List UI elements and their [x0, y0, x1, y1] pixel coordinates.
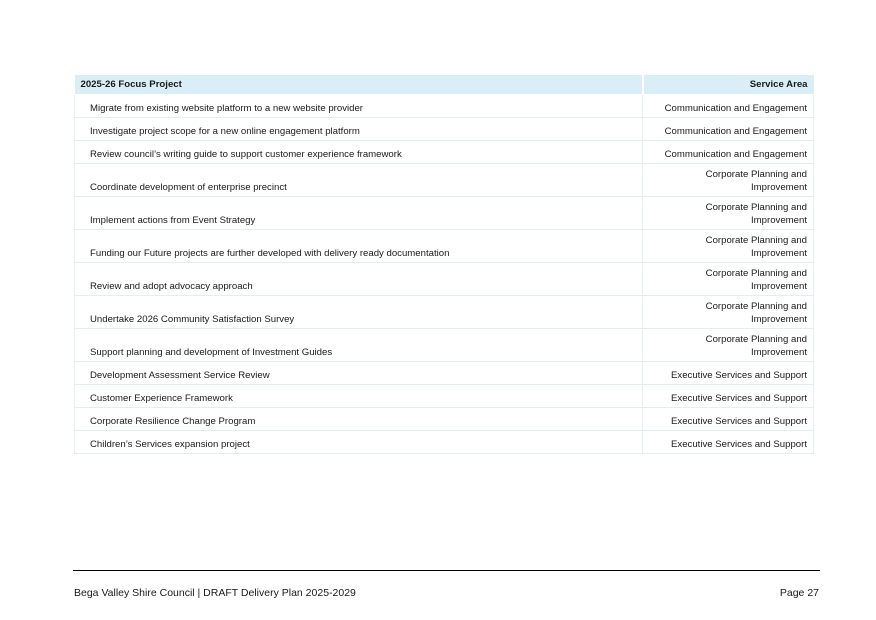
service-area-cell: Communication and Engagement: [643, 95, 814, 118]
project-cell: Review and adopt advocacy approach: [75, 263, 643, 296]
service-area-line-2: Improvement: [751, 247, 807, 259]
project-cell: Development Assessment Service Review: [75, 362, 643, 385]
table-row: [75, 408, 814, 431]
service-area-line-2: Improvement: [751, 313, 807, 325]
service-area-line-1: Corporate Planning and: [705, 202, 807, 213]
focus-projects-table: [74, 75, 814, 454]
table-row: [75, 329, 814, 362]
service-area-line-1: Corporate Planning and: [705, 301, 807, 312]
service-area-cell: [643, 296, 814, 329]
project-cell: Implement actions from Event Strategy: [75, 197, 643, 230]
header-focus-project: 2025-26 Focus Project: [75, 75, 643, 95]
service-area-line-1: Corporate Planning and: [705, 235, 807, 246]
table-row: [75, 118, 814, 141]
project-cell: Undertake 2026 Community Satisfaction Survey: [75, 296, 643, 329]
table-row: [75, 431, 814, 454]
footer-divider: [73, 570, 820, 571]
service-area-line-2: Improvement: [751, 346, 807, 358]
service-area-line-1: Corporate Planning and: [705, 169, 807, 180]
service-area-cell: [643, 230, 814, 263]
table-row: [75, 362, 814, 385]
table-row: [75, 230, 814, 263]
service-area-cell: [643, 164, 814, 197]
table-row: [75, 296, 814, 329]
project-cell: Review council’s writing guide to support customer experience framework: [75, 141, 643, 164]
footer-document-title: Bega Valley Shire Council | DRAFT Delivery Plan 2025-2029: [74, 587, 356, 599]
service-area-cell: Executive Services and Support: [643, 385, 814, 408]
table-row: [75, 263, 814, 296]
service-area-line-2: Improvement: [751, 280, 807, 292]
project-cell: Funding our Future projects are further developed with delivery ready documentation: [75, 230, 643, 263]
service-area-line-2: Improvement: [751, 181, 807, 193]
table-header-row: [75, 75, 814, 95]
focus-projects-table-wrapper: [74, 75, 813, 454]
service-area-cell: Executive Services and Support: [643, 431, 814, 454]
project-cell: Support planning and development of Investment Guides: [75, 329, 643, 362]
project-cell: Customer Experience Framework: [75, 385, 643, 408]
table-row: [75, 385, 814, 408]
project-cell: Corporate Resilience Change Program: [75, 408, 643, 431]
service-area-line-2: Improvement: [751, 214, 807, 226]
service-area-cell: [643, 263, 814, 296]
project-cell: Investigate project scope for a new online engagement platform: [75, 118, 643, 141]
footer-page-number: Page 27: [779, 587, 819, 599]
service-area-cell: Executive Services and Support: [643, 408, 814, 431]
project-cell: Migrate from existing website platform to a new website provider: [75, 95, 643, 118]
service-area-cell: Communication and Engagement: [643, 118, 814, 141]
service-area-cell: Communication and Engagement: [643, 141, 814, 164]
service-area-cell: Executive Services and Support: [643, 362, 814, 385]
project-cell: Coordinate development of enterprise precinct: [75, 164, 643, 197]
table-row: [75, 141, 814, 164]
service-area-line-1: Corporate Planning and: [705, 334, 807, 345]
project-cell: Children’s Services expansion project: [75, 431, 643, 454]
table-row: [75, 95, 814, 118]
table-row: [75, 164, 814, 197]
service-area-cell: [643, 197, 814, 230]
service-area-line-1: Corporate Planning and: [705, 268, 807, 279]
table-row: [75, 197, 814, 230]
header-service-area: Service Area: [643, 75, 814, 95]
service-area-cell: [643, 329, 814, 362]
